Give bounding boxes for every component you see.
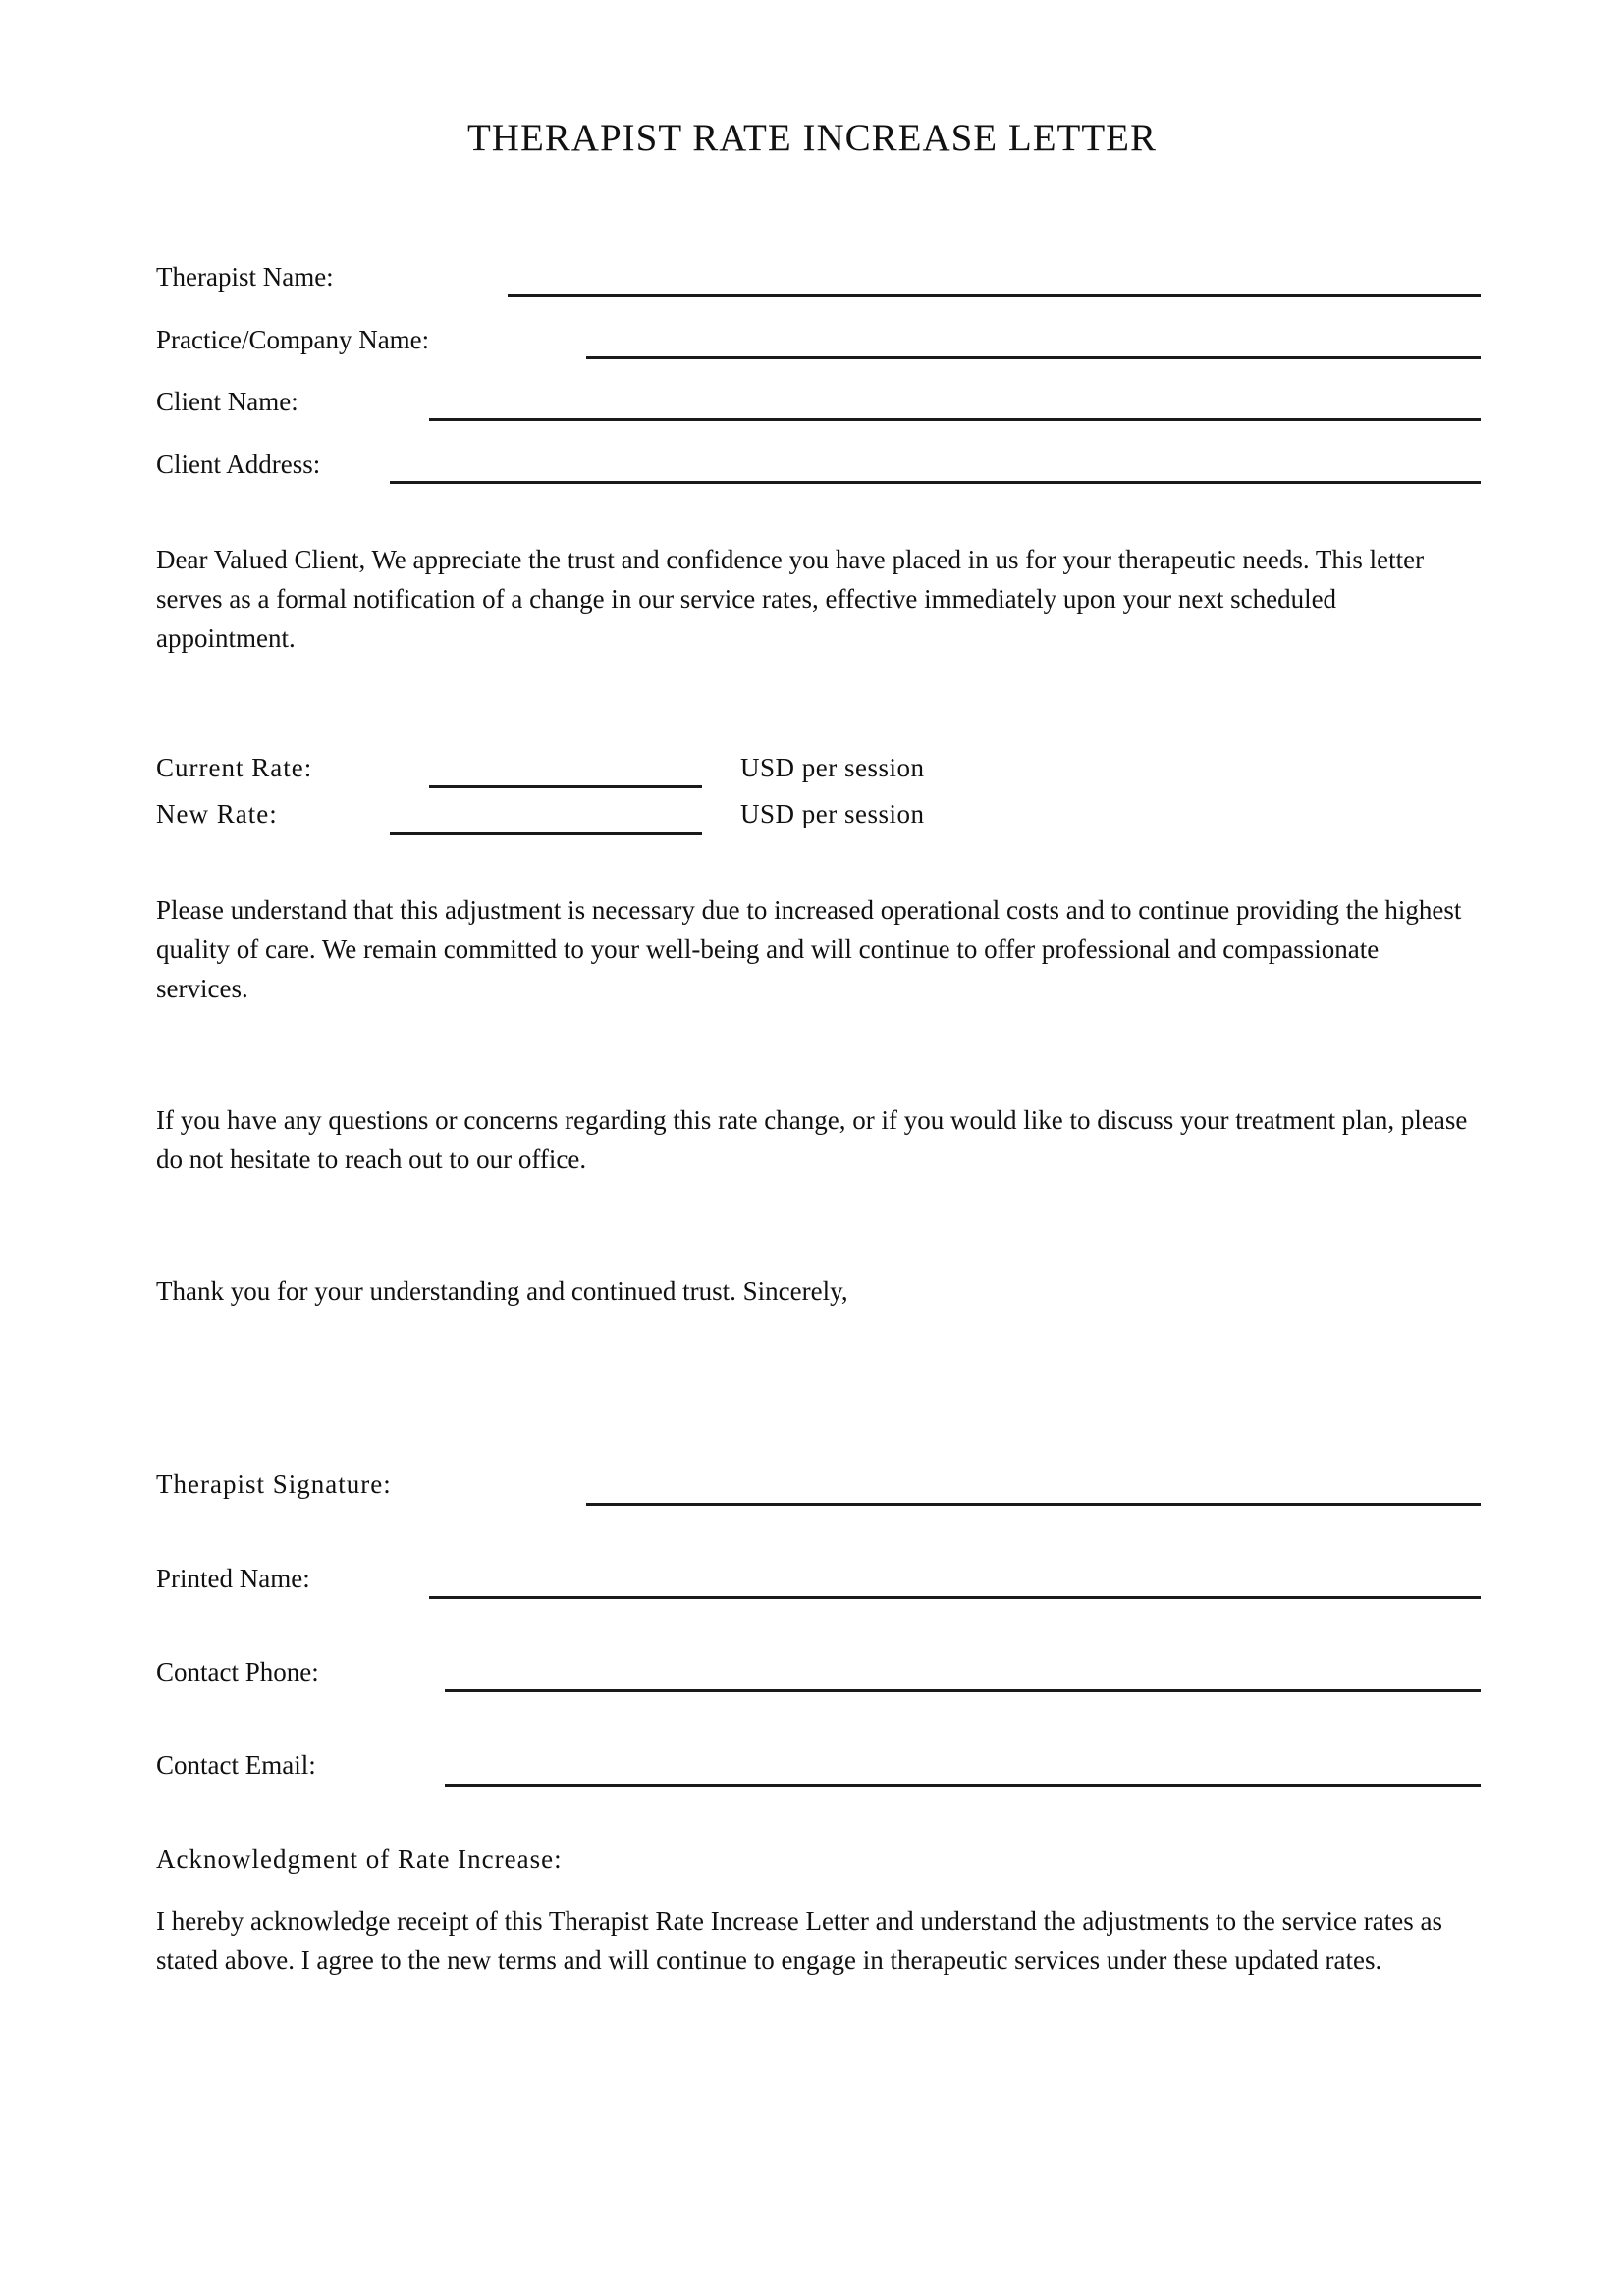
new-rate-label: New Rate:: [156, 799, 278, 828]
current-rate-field[interactable]: [429, 785, 702, 788]
questions-paragraph: If you have any questions or concerns regarding this rate change, or if you would like to discuss your treatment plan, please do not hesitate to reach out to our office.: [156, 1105, 1468, 1174]
client-name-field[interactable]: [429, 418, 1481, 421]
current-rate-label: Current Rate:: [156, 753, 313, 782]
client-address-label: Client Address:: [156, 450, 321, 479]
acknowledgment-text: I hereby acknowledge receipt of this Therapist Rate Increase Letter and understand the adjustments to the service rates as stated above. I agree to the new terms and will continue to engage in therapeutic services under these updated rates.: [156, 1906, 1442, 1975]
practice-name-label: Practice/Company Name:: [156, 325, 430, 354]
current-rate-unit: USD per session: [740, 753, 925, 782]
contact-phone-field[interactable]: [445, 1689, 1481, 1692]
contact-email-field[interactable]: [445, 1784, 1481, 1787]
acknowledgment-heading: Acknowledgment of Rate Increase:: [156, 1844, 563, 1874]
printed-name-label: Printed Name:: [156, 1564, 310, 1593]
client-name-label: Client Name:: [156, 387, 298, 416]
contact-phone-label: Contact Phone:: [156, 1657, 319, 1686]
closing-text: Thank you for your understanding and continued trust. Sincerely,: [156, 1276, 848, 1306]
intro-paragraph: Dear Valued Client, We appreciate the trust and confidence you have placed in us for your therapeutic needs. This letter serves as a formal notification of a change in our service rates, effective immediately upon your next scheduled appointment.: [156, 545, 1425, 653]
therapist-name-field[interactable]: [508, 294, 1481, 297]
practice-name-field[interactable]: [586, 356, 1481, 359]
new-rate-unit: USD per session: [740, 799, 925, 828]
therapist-name-label: Therapist Name:: [156, 262, 334, 292]
therapist-signature-label: Therapist Signature:: [156, 1469, 392, 1499]
adjustment-paragraph: Please understand that this adjustment is necessary due to increased operational costs and to continue providing the highest quality of care. We remain committed to your well-being and will continue to offer professional and compassionate services.: [156, 895, 1462, 1003]
printed-name-field[interactable]: [429, 1596, 1481, 1599]
client-address-field[interactable]: [390, 481, 1481, 484]
page-title: THERAPIST RATE INCREASE LETTER: [466, 117, 1158, 159]
therapist-signature-field[interactable]: [586, 1503, 1481, 1506]
new-rate-field[interactable]: [390, 832, 702, 835]
contact-email-label: Contact Email:: [156, 1750, 316, 1780]
